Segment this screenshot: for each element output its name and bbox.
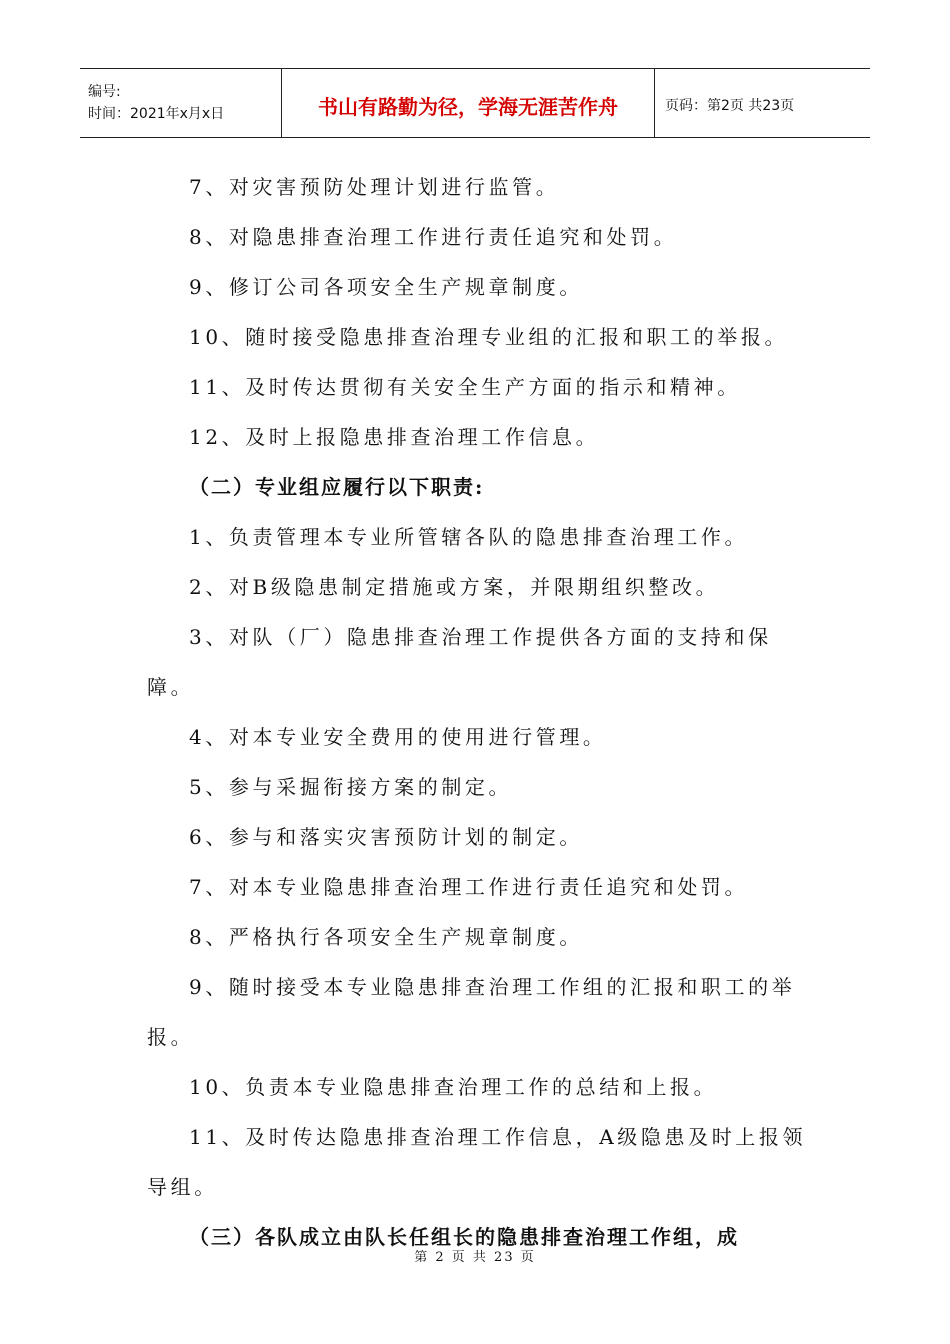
paragraph: 9、随时接受本专业隐患排查治理工作组的汇报和职工的举报。 [147,975,796,1049]
section-heading: （二）专业组应履行以下职责: [189,475,485,499]
document-time-label: 时间：2021年x月x日 [88,106,225,122]
paragraph: 10、负责本专业隐患排查治理工作的总结和上报。 [189,1075,718,1099]
paragraph: 11、及时传达贯彻有关安全生产方面的指示和精神。 [189,375,741,399]
paragraph: 2、对B级隐患制定措施或方案，并限期组织整改。 [189,575,720,599]
paragraph: 1、负责管理本专业所管辖各队的隐患排查治理工作。 [189,525,749,549]
paragraph: 7、对本专业隐患排查治理工作进行责任追究和处罚。 [189,875,749,899]
header-motto-cell [282,69,655,137]
paragraph: 12、及时上报隐患排查治理工作信息。 [189,425,600,449]
paragraph: 4、对本专业安全费用的使用进行管理。 [189,725,607,749]
header-page-cell [655,69,870,137]
page-footer [0,1246,950,1265]
footer-page-number: 第 2 页 共 23 页 [414,1250,536,1265]
header-meta-cell [80,69,282,137]
paragraph: 5、参与采掘衔接方案的制定。 [189,775,513,799]
paragraph: 8、对隐患排查治理工作进行责任追究和处罚。 [189,225,678,249]
section-heading: （三）各队成立由队长任组长的隐患排查治理工作组，成 [189,1225,739,1249]
page-header [80,68,870,138]
document-body [147,162,807,1262]
paragraph: 6、参与和落实灾害预防计划的制定。 [189,825,583,849]
header-motto: 书山有路勤为径，学海无涯苦作舟 [318,94,618,119]
paragraph: 3、对队（厂）隐患排查治理工作提供各方面的支持和保障。 [147,625,772,699]
paragraph: 7、对灾害预防处理计划进行监管。 [189,175,560,199]
document-number-label: 编号: [88,84,121,100]
paragraph: 8、严格执行各项安全生产规章制度。 [189,925,583,949]
header-page-info: 页码：第2页 共23页 [665,98,795,114]
paragraph: 10、随时接受隐患排查治理专业组的汇报和职工的举报。 [189,325,789,349]
paragraph: 11、及时传达隐患排查治理工作信息，A级隐患及时上报领导组。 [147,1125,807,1199]
paragraph: 9、修订公司各项安全生产规章制度。 [189,275,583,299]
